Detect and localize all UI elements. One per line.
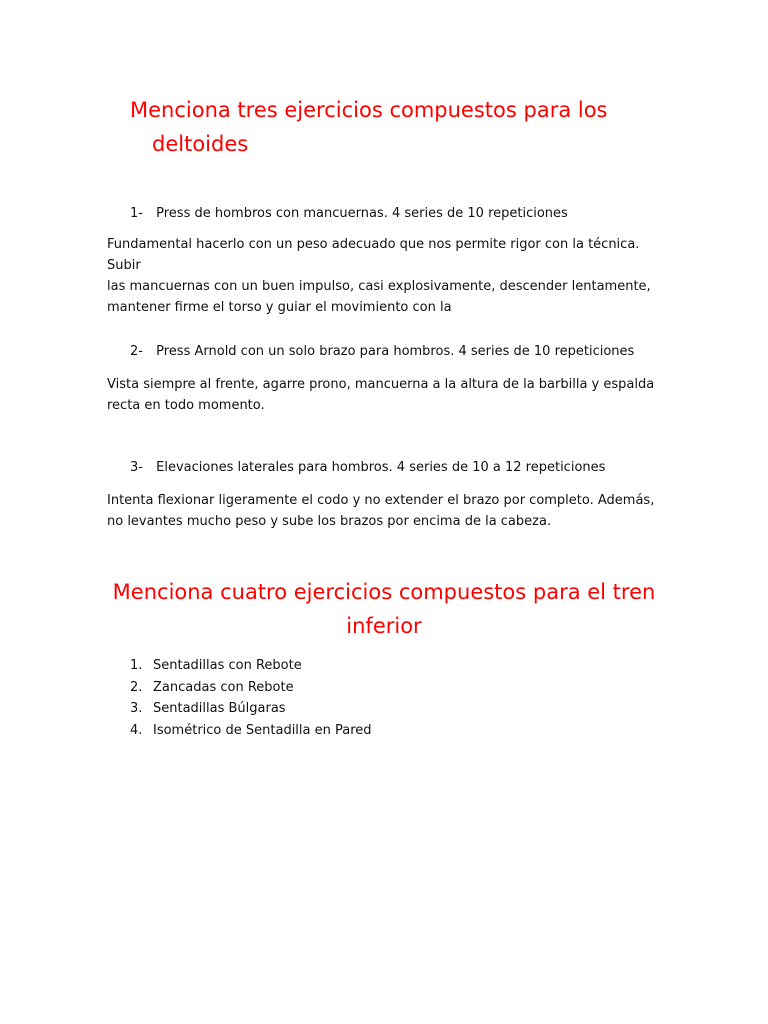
list-item <box>130 720 372 742</box>
section1-heading-line1: Menciona tres ejercicios compuestos para los <box>130 98 608 122</box>
description-line: Vista siempre al frente, agarre prono, mancuerna a la altura de la barbilla y espalda <box>107 377 655 392</box>
list-item-text: Sentadillas Búlgaras <box>153 701 286 716</box>
list-item-number: 3. <box>130 701 143 716</box>
section2-heading-line2: inferior <box>346 614 422 638</box>
exercise-title-text-2: Press Arnold con un solo brazo para hombros. 4 series de 10 repeticiones <box>156 344 635 359</box>
list-item-number: 1. <box>130 658 143 673</box>
exercise-description-1 <box>107 234 667 318</box>
list-item <box>130 677 372 699</box>
list-item-text: Isométrico de Sentadilla en Pared <box>153 722 372 738</box>
section2-heading-line1: Menciona cuatro ejercicios compuestos para el tren <box>112 580 656 604</box>
exercise-number-1: 1- <box>130 206 143 221</box>
list-item <box>130 698 372 720</box>
description-line: mantener firme el torso y guiar el movimiento con la <box>107 300 452 315</box>
exercise-title-3 <box>130 459 605 477</box>
exercise-title-text-1: Press de hombros con mancuernas. 4 series de 10 repeticiones <box>156 206 568 221</box>
list-item-text: Sentadillas con Rebote <box>153 658 302 673</box>
list-item-number: 2. <box>130 679 143 695</box>
list-item-number: 4. <box>130 722 143 738</box>
list-item-text: Zancadas con Rebote <box>153 679 294 695</box>
description-line: Intenta flexionar ligeramente el codo y no extender el brazo por completo. Además, <box>107 493 655 508</box>
exercise-title-text-3: Elevaciones laterales para hombros. 4 series de 10 a 12 repeticiones <box>156 460 606 475</box>
section2-heading <box>100 575 668 643</box>
section1-heading-line2: deltoides <box>152 132 249 156</box>
lower-body-exercise-list <box>130 655 372 741</box>
description-line: las mancuernas con un buen impulso, casi explosivamente, descender lentamente, <box>107 279 651 294</box>
description-line: no levantes mucho peso y sube los brazos por encima de la cabeza. <box>107 514 552 529</box>
description-line: recta en todo momento. <box>107 398 265 413</box>
exercise-description-2 <box>107 374 667 416</box>
section1-heading <box>130 93 690 161</box>
exercise-title-1 <box>130 205 568 223</box>
description-line: Fundamental hacerlo con un peso adecuado que nos permite rigor con la técnica. Subir <box>107 237 640 273</box>
exercise-number-3: 3- <box>130 460 143 475</box>
exercise-description-3 <box>107 490 667 532</box>
list-item <box>130 655 372 677</box>
exercise-title-2 <box>130 343 634 361</box>
exercise-number-2: 2- <box>130 344 143 359</box>
